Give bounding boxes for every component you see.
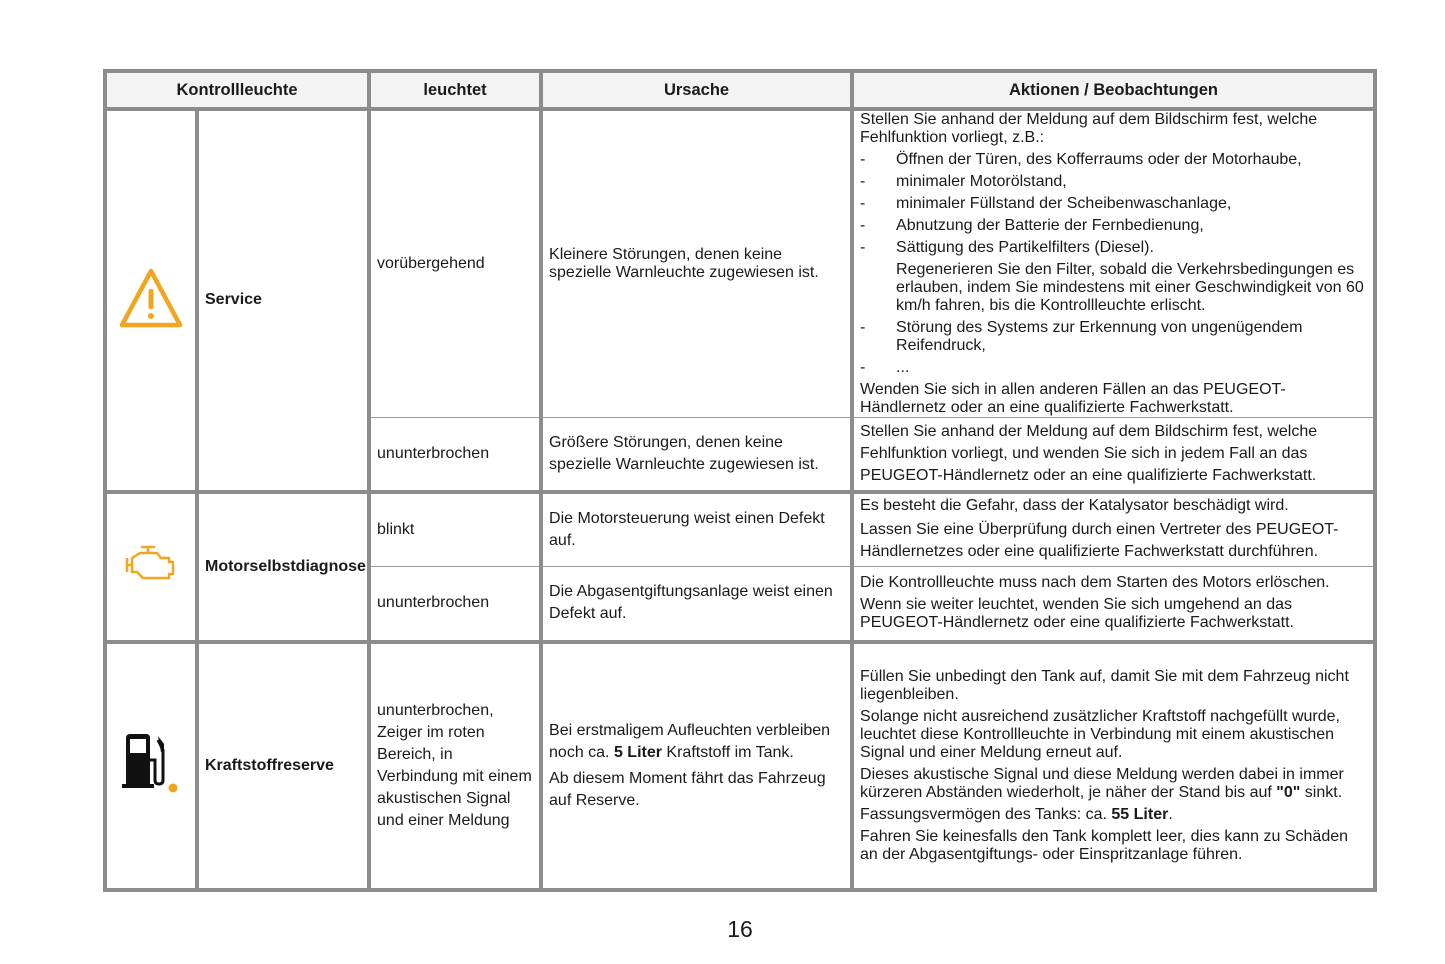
fuel-icon-cell <box>105 642 197 890</box>
text: sinkt. <box>1300 783 1343 801</box>
dash: - <box>860 151 866 168</box>
dash: - <box>860 173 866 190</box>
dash: - <box>860 319 866 336</box>
engine-action-2 <box>852 567 1375 642</box>
dash: - <box>860 359 866 376</box>
dash: - <box>860 195 866 212</box>
list-item: Öffnen der Türen, des Kofferraums oder der Motorhaube, <box>896 151 1302 168</box>
engine-icon <box>123 544 179 584</box>
warning-triangle-icon <box>118 267 184 329</box>
text: Bei erstmaligem Aufleuchten verbleiben noch ca. <box>549 721 831 761</box>
action-text: Wenn sie weiter leuchtet, wenden Sie sich umgehend an das PEUGEOT-Händlernetz oder eine qualifizierte Fachwerkstatt. <box>860 596 1294 632</box>
text: Fassungsvermögen des Tanks: ca. <box>860 805 1112 823</box>
header-aktionen: Aktionen / Beobachtungen <box>852 71 1375 109</box>
action-text <box>860 806 1367 824</box>
engine-name: Motorselbstdiagnose <box>197 492 369 642</box>
list-item: minimaler Motorölstand, <box>896 173 1067 190</box>
action-text: Solange nicht ausreichend zusätzlicher Kraftstoff nachgefüllt wurde, leuchtet diese Kontrollleuchte in Verbindung mit einem akustischen Signal und einer Meldung erneut auf. <box>860 707 1340 761</box>
service-action-2: Stellen Sie anhand der Meldung auf dem Bildschirm fest, welche Fehlfunktion vorliegt, und wenden Sie sich in jedem Fall an das PEUGEOT-Händlernetz oder an eine qualifizierte Fachwerkstatt. <box>852 418 1375 492</box>
list-item: Störung des Systems zur Erkennung von ungenügendem Reifendruck, <box>896 319 1303 354</box>
fuel-when: ununterbrochen, Zeiger im roten Bereich, in Verbindung mit einem akustischen Signal und einer Meldung <box>369 642 541 890</box>
action-text: Die Kontrollleuchte muss nach dem Starten des Motors erlöschen. <box>860 574 1330 592</box>
action-text: Füllen Sie unbedingt den Tank auf, damit Sie mit dem Fahrzeug nicht liegenbleiben. <box>860 667 1349 703</box>
engine-cause-2: Die Abgasentgiftungsanlage weist einen Defekt auf. <box>541 567 852 642</box>
fuel-cause <box>541 642 852 890</box>
text: . <box>1168 805 1173 823</box>
list-item: Abnutzung der Batterie der Fernbedienung, <box>896 217 1204 234</box>
header-row <box>105 71 1375 109</box>
tank-capacity: 55 Liter <box>1111 805 1169 823</box>
action-text <box>860 766 1367 802</box>
service-icon-cell <box>105 109 197 492</box>
warning-lights-table <box>103 69 1377 892</box>
engine-icon-cell <box>105 492 197 642</box>
action-text: Lassen Sie eine Überprüfung durch einen Vertreter des PEUGEOT-Händlernetzes oder eine qualifizierte Fachwerkstatt durchführen. <box>860 520 1339 560</box>
text: Dieses akustische Signal und diese Meldung werden dabei in immer kürzeren Abständen wiederholt, je näher der Stand bis auf <box>860 765 1344 801</box>
engine-action-1 <box>852 492 1375 567</box>
dash: - <box>860 217 866 234</box>
service-action-1 <box>852 109 1375 418</box>
header-leuchtet: leuchtet <box>369 71 541 109</box>
header-kontrollleuchte: Kontrollleuchte <box>105 71 369 109</box>
service-when-1: vorübergehend <box>369 109 541 418</box>
cause-text <box>549 720 844 764</box>
service-name: Service <box>197 109 369 492</box>
text: "0" <box>1276 783 1301 801</box>
engine-when-1: blinkt <box>369 492 541 567</box>
table-row <box>105 492 1375 567</box>
page-number: 16 <box>727 916 753 942</box>
service-cause-1: Kleinere Störungen, denen keine spezielle Warnleuchte zugewiesen ist. <box>541 109 852 418</box>
service-cause-2: Größere Störungen, denen keine spezielle Warnleuchte zugewiesen ist. <box>541 418 852 492</box>
action-text: Stellen Sie anhand der Meldung auf dem Bildschirm fest, welche Fehlfunktion vorliegt, z.B.: <box>860 111 1318 146</box>
fuel-pump-icon <box>122 732 180 794</box>
action-text: Fahren Sie keinesfalls den Tank komplett leer, dies kann zu Schäden an der Abgasentgiftungs- oder Einspritzanlage führen. <box>860 827 1349 863</box>
table-row <box>105 109 1375 418</box>
dash: - <box>860 239 866 256</box>
header-ursache: Ursache <box>541 71 852 109</box>
fuel-name: Kraftstoffreserve <box>197 642 369 890</box>
engine-when-2: ununterbrochen <box>369 567 541 642</box>
action-text: Es besteht die Gefahr, dass der Katalysator beschädigt wird. <box>860 496 1289 514</box>
service-when-2: ununterbrochen <box>369 418 541 492</box>
fuel-amount: 5 Liter <box>613 743 662 761</box>
fuel-action <box>852 642 1375 890</box>
table-row <box>105 642 1375 890</box>
list-item: minimaler Füllstand der Scheibenwaschanlage, <box>896 195 1232 212</box>
text: Kraftstoff im Tank. <box>661 743 794 761</box>
list-item-note: Regenerieren Sie den Filter, sobald die Verkehrsbedingungen es erlauben, indem Sie mindestens mit einer Geschwindigkeit von 60 km/h fahren, bis die Kontrollleuchte erlischt. <box>896 261 1364 314</box>
list-item: Sättigung des Partikelfilters (Diesel). <box>896 239 1154 256</box>
cause-text: Ab diesem Moment fährt das Fahrzeug auf Reserve. <box>549 769 826 809</box>
action-text: Wenden Sie sich in allen anderen Fällen an das PEUGEOT-Händlernetz oder an eine qualifizierte Fachwerkstatt. <box>860 381 1286 416</box>
engine-cause-1: Die Motorsteuerung weist einen Defekt auf. <box>541 492 852 567</box>
list-item: ... <box>896 359 910 376</box>
